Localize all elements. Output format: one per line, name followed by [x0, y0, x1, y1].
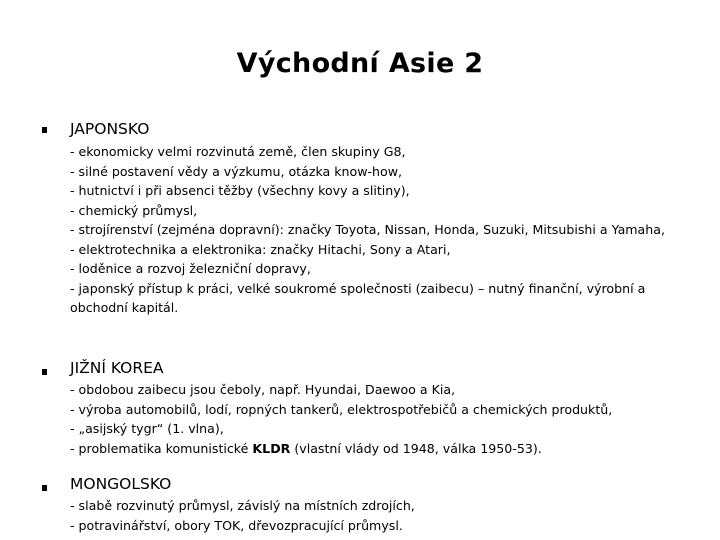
list-item: - chemický průmysl,: [70, 202, 198, 218]
bullet-icon: [42, 485, 47, 491]
section-body-mongolsko: [70, 496, 690, 535]
list-item: - potravinářství, obory TOK, dřevozpracující průmysl.: [70, 517, 403, 533]
list-item: - elektrotechnika a elektronika: značky Hitachi, Sony a Atari,: [70, 241, 451, 257]
list-item: - silné postavení vědy a výzkumu, otázka know-how,: [70, 163, 403, 179]
list-item: - hutnictví i při absenci těžby (všechny kovy a slitiny),: [70, 183, 410, 198]
section-body-japonsko: [70, 142, 690, 318]
list-item: - „asijský tygr“ (1. vlna),: [70, 421, 224, 436]
kldr-bold: KLDR: [252, 440, 291, 456]
section-heading-mongolsko: MONGOLSKO: [70, 475, 172, 493]
list-item: - ekonomicky velmi rozvinutá země, člen skupiny G8,: [70, 144, 406, 159]
list-item: - loděnice a rozvoj železniční dopravy,: [70, 261, 311, 276]
list-item: - strojírenství (zejména dopravní): značky Toyota, Nissan, Honda, Suzuki, Mitsubishi a Yamaha,: [70, 222, 665, 237]
kldr-line-before: - problematika komunistické: [70, 440, 253, 456]
list-item: [70, 439, 690, 459]
list-item: - obdobou zaibecu jsou čeboly, např. Hyundai, Daewoo a Kia,: [70, 382, 456, 397]
slide-title: Východní Asie 2: [236, 48, 484, 79]
kldr-line-after: (vlastní vlády od 1948, válka 1950-53).: [290, 440, 542, 456]
bullet-icon: [42, 127, 47, 133]
list-item: - výroba automobilů, lodí, ropných tankerů, elektrospotřebičů a chemických produktů,: [70, 401, 613, 417]
section-heading-japonsko: JAPONSKO: [70, 120, 150, 138]
list-item: - japonský přístup k práci, velké soukromé společnosti (zaibecu) – nutný finanční, výrobní a obchodní kapitál.: [70, 280, 646, 315]
section-heading-jizni-korea: JIŽNÍ KOREA: [70, 359, 164, 377]
section-body-jizni-korea: [70, 380, 690, 458]
list-item: - slabě rozvinutý průmysl, závislý na místních zdrojích,: [70, 498, 415, 513]
bullet-icon: [42, 369, 47, 375]
